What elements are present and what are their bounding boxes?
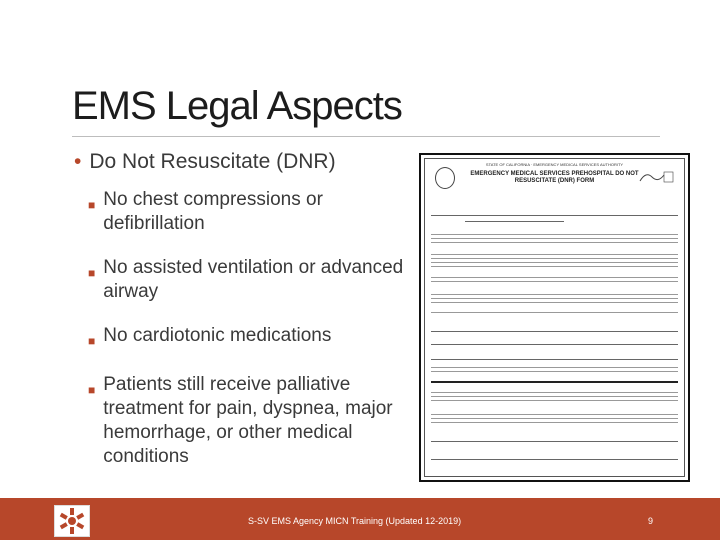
title-rule xyxy=(72,136,660,137)
form-paragraph xyxy=(431,309,678,315)
form-heading: EMERGENCY MEDICAL SERVICES PREHOSPITAL DO NOT RESUSCITATE (DNR) FORM xyxy=(470,171,639,184)
subbullet-item xyxy=(88,324,404,353)
form-paragraph xyxy=(431,274,678,284)
form-line xyxy=(431,331,678,332)
form-paragraph xyxy=(431,411,678,423)
footer-bar xyxy=(0,498,720,540)
bullet-text: Do Not Resuscitate (DNR) xyxy=(89,150,336,173)
form-line xyxy=(431,459,678,460)
form-paragraph xyxy=(431,291,678,303)
page-number: 9 xyxy=(648,516,654,526)
dnr-form-image xyxy=(419,153,690,482)
agency-logo-icon xyxy=(54,505,90,537)
subbullet-item xyxy=(88,256,404,304)
form-line xyxy=(431,215,678,216)
state-seal-icon xyxy=(435,167,455,189)
subbullet-item xyxy=(88,188,404,236)
square-bullet-icon: ■ xyxy=(88,266,96,280)
bullet-list xyxy=(74,150,404,489)
square-bullet-icon: ■ xyxy=(88,198,96,212)
square-bullet-icon: ■ xyxy=(88,334,96,348)
square-bullet-icon: ■ xyxy=(88,383,96,397)
slide-title: EMS Legal Aspects xyxy=(72,84,402,128)
form-paragraph xyxy=(431,231,678,245)
footer-title: S-SV EMS Agency MICN Training (Updated 12-2019) xyxy=(248,516,462,526)
form-border xyxy=(424,158,685,477)
form-line xyxy=(465,221,564,222)
form-header-small: STATE OF CALIFORNIA · EMERGENCY MEDICAL SERVICES AUTHORITY xyxy=(485,162,624,167)
form-line xyxy=(431,441,678,442)
form-line xyxy=(431,359,678,360)
form-paragraph xyxy=(431,251,678,269)
form-divider xyxy=(431,381,678,383)
bullet-item xyxy=(74,150,404,174)
form-paragraph xyxy=(431,364,678,374)
subbullet-text: Patients still receive palliative treatment for pain, dyspnea, major hemorrhage, or other medical conditions xyxy=(103,374,393,467)
california-logo-icon xyxy=(638,169,674,185)
bullet-dot-icon: • xyxy=(74,150,82,173)
subbullet-item xyxy=(88,373,404,469)
subbullet-text: No assisted ventilation or advanced airway xyxy=(103,257,404,302)
form-line xyxy=(431,344,678,345)
form-paragraph xyxy=(431,389,678,403)
subbullet-text: No chest compressions or defibrillation xyxy=(103,189,323,234)
subbullet-text: No cardiotonic medications xyxy=(103,325,332,346)
